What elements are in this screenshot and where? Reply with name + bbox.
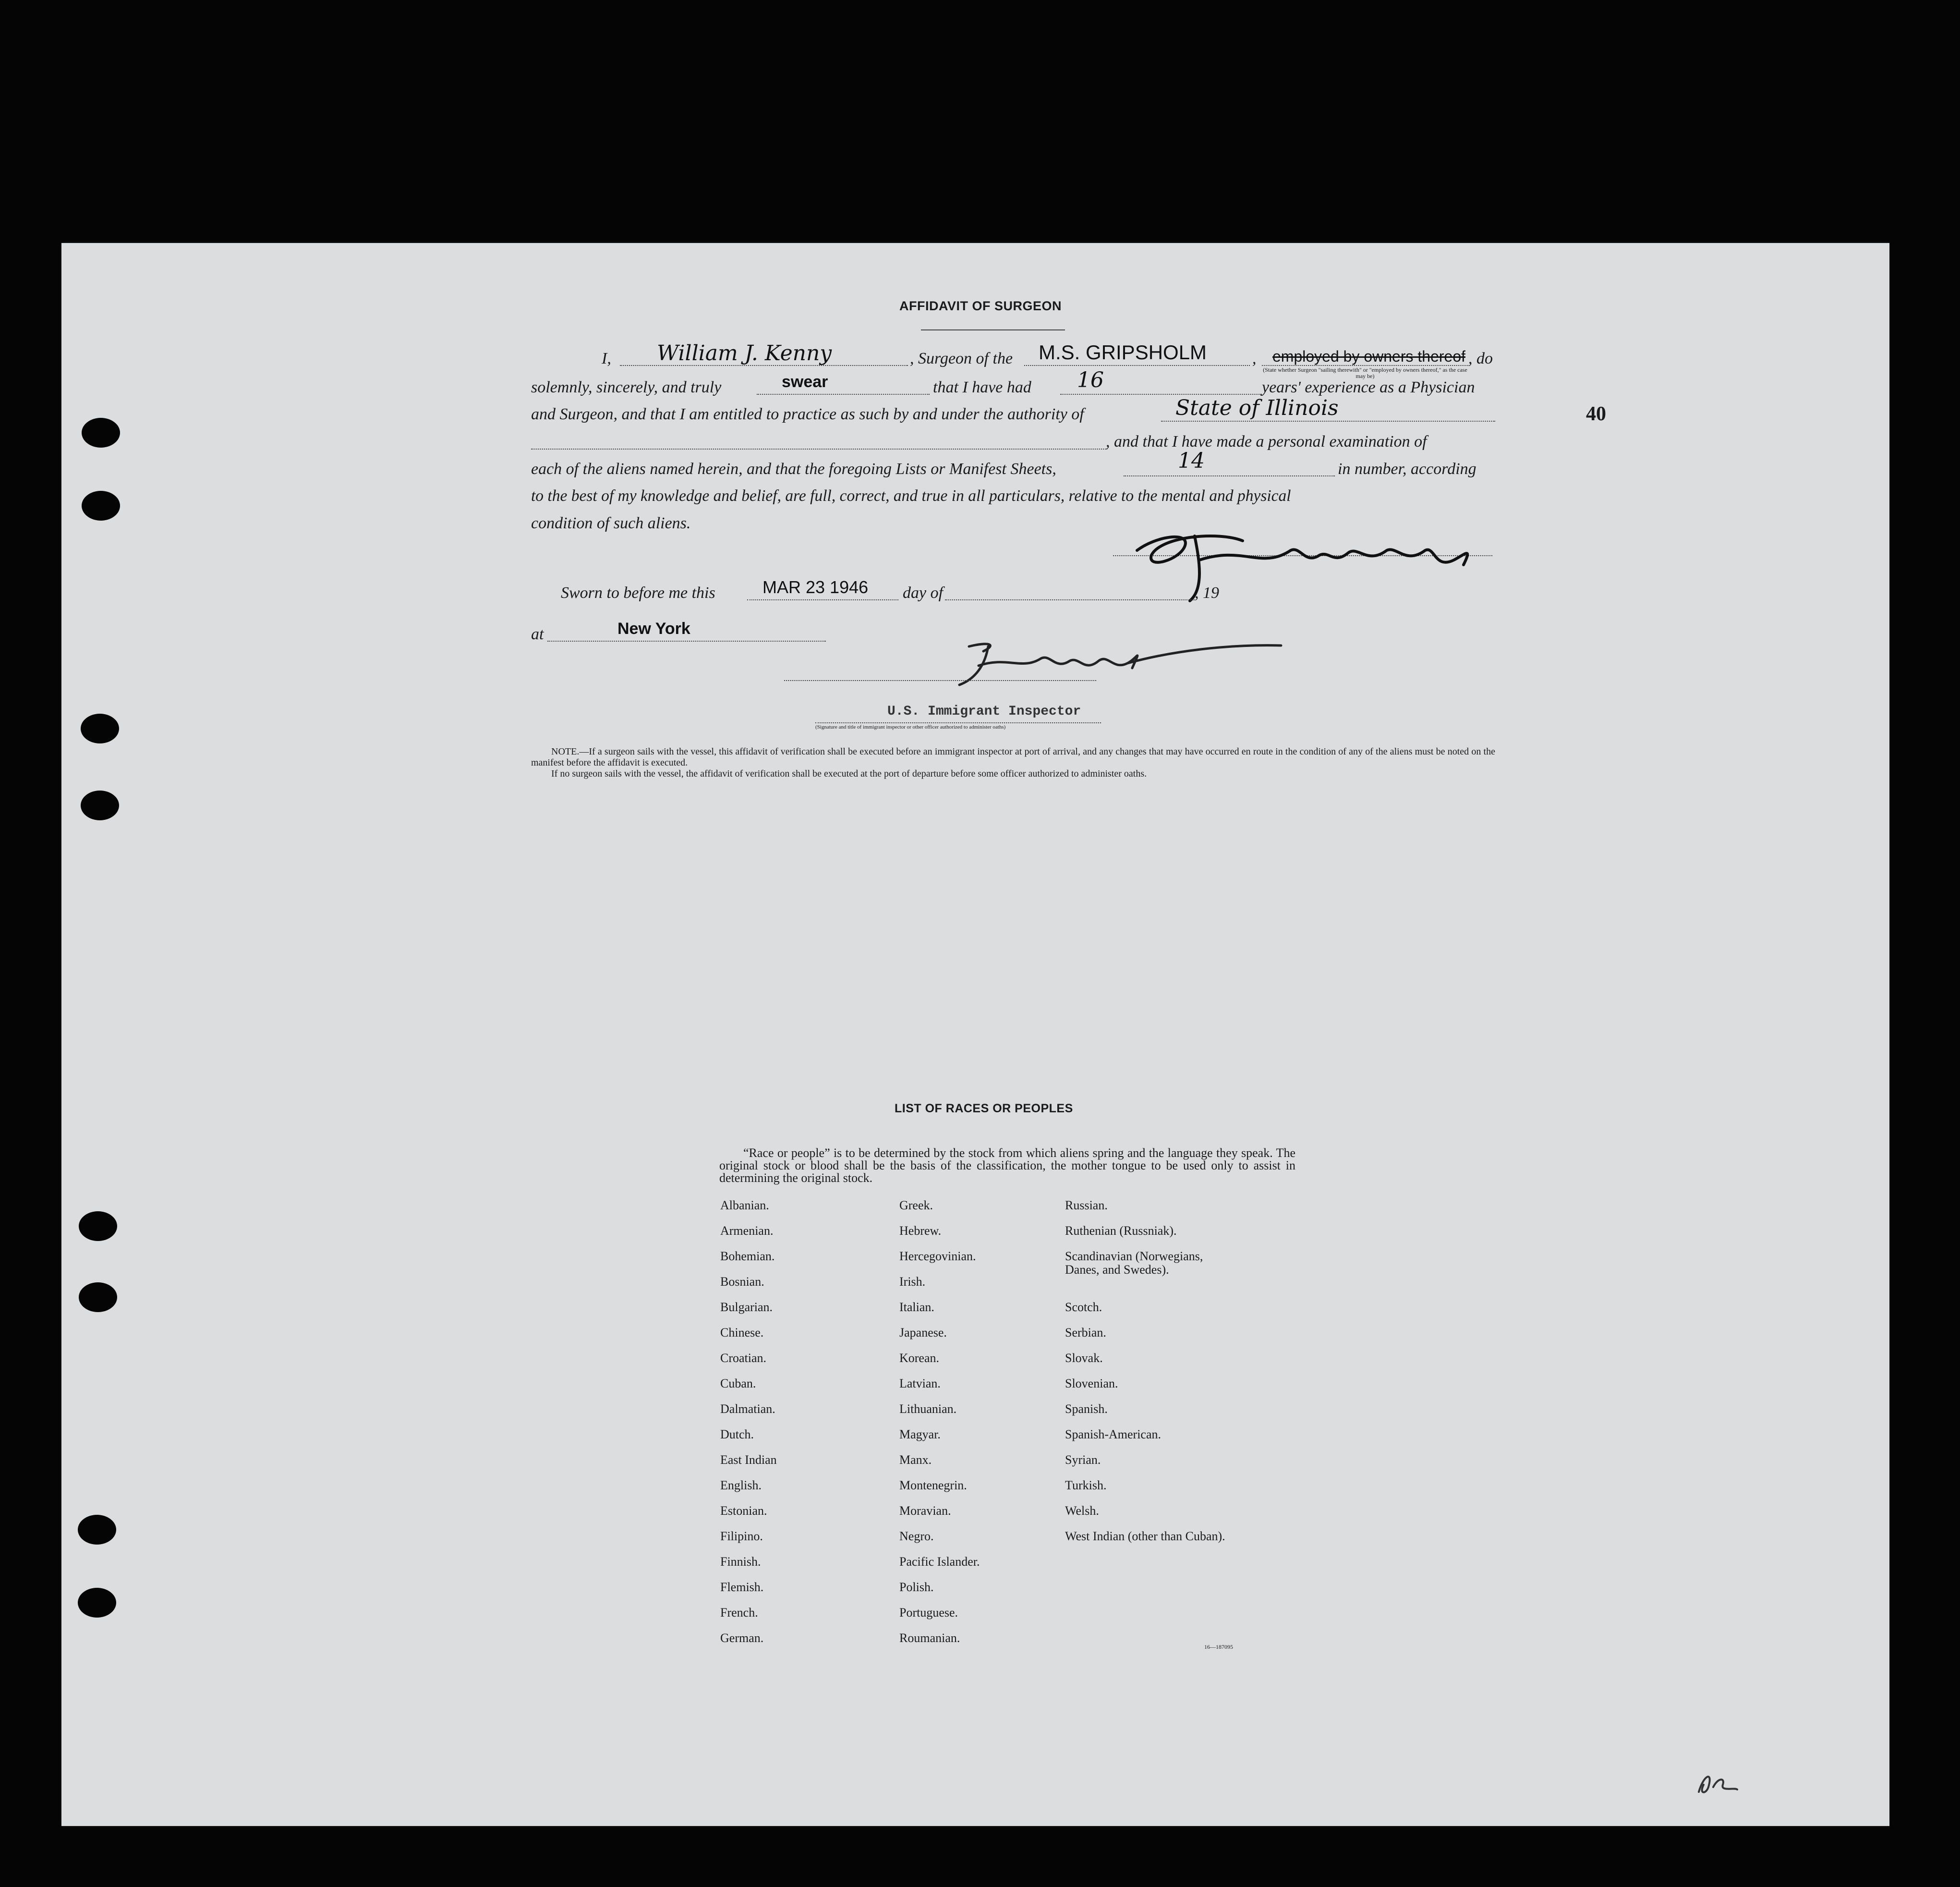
affidavit-text: ,	[1252, 350, 1257, 367]
race-entry: Scandinavian (Norwegians, Danes, and Swedes).	[1065, 1249, 1203, 1277]
race-entry: Greek.	[899, 1198, 933, 1212]
race-entry: Polish.	[899, 1580, 934, 1594]
affidavit-text: to the best of my knowledge and belief, are full, correct, and true in all particulars, relative to the mental and physical	[531, 487, 1291, 505]
race-entry: Hercegovinian.	[899, 1249, 976, 1263]
affidavit-text: condition of such aliens.	[531, 514, 691, 532]
fill-line	[1024, 365, 1250, 366]
affidavit-text: that I have had	[933, 378, 1031, 396]
page-number: 40	[1586, 403, 1606, 425]
punch-hole	[79, 1211, 117, 1241]
affidavit-text: , 19	[1195, 584, 1219, 602]
inspector-signature	[940, 632, 1286, 690]
race-entry: Slovenian.	[1065, 1376, 1118, 1390]
race-entry: Bulgarian.	[720, 1300, 773, 1314]
affidavit-text: in number, according	[1338, 460, 1476, 478]
affidavit-text: Sworn to before me this	[561, 584, 715, 602]
race-entry: Armenian.	[720, 1224, 774, 1238]
form-number: 16—187095	[1204, 1644, 1233, 1650]
fill-line	[1060, 394, 1262, 395]
document-page	[61, 243, 1889, 1826]
surgeon-signature	[1118, 517, 1492, 603]
race-entry: French.	[720, 1606, 758, 1619]
race-entry: Irish.	[899, 1275, 926, 1289]
fill-line	[945, 599, 1195, 600]
vessel-name: M.S. GRIPSHOLM	[1039, 341, 1207, 364]
sworn-date: MAR 23 1946	[762, 577, 869, 597]
race-entry: Welsh.	[1065, 1504, 1099, 1518]
race-entry: Korean.	[899, 1351, 940, 1365]
fill-line	[531, 449, 1107, 450]
race-entry: Serbian.	[1065, 1326, 1106, 1339]
affidavit-text: day of	[903, 584, 944, 602]
race-entry: Cuban.	[720, 1376, 756, 1390]
inspector-title: U.S. Immigrant Inspector	[887, 704, 1081, 719]
race-entry: Scotch.	[1065, 1300, 1102, 1314]
punch-hole	[79, 1282, 117, 1312]
race-entry: Finnish.	[720, 1555, 761, 1569]
race-entry: Roumanian.	[899, 1631, 960, 1645]
punch-hole	[82, 491, 120, 521]
place-of-oath: New York	[617, 620, 690, 638]
race-entry: Chinese.	[720, 1326, 764, 1339]
races-title: LIST OF RACES OR PEOPLES	[895, 1102, 1073, 1115]
race-entry: Dutch.	[720, 1427, 754, 1441]
affidavit-text: , Surgeon of the	[910, 350, 1013, 367]
race-entry: West Indian (other than Cuban).	[1065, 1529, 1225, 1543]
race-entry: Hebrew.	[899, 1224, 942, 1238]
race-entry: East Indian	[720, 1453, 777, 1467]
race-entry: Portuguese.	[899, 1606, 958, 1619]
fill-line	[547, 641, 826, 642]
affidavit-text: , and that I have made a personal examination of	[1106, 433, 1427, 450]
note-paragraph: If no surgeon sails with the vessel, the affidavit of verification shall be executed at the port of departure before some officer authorized to administer oaths.	[551, 768, 1147, 779]
race-entry: Croatian.	[720, 1351, 767, 1365]
race-entry: Latvian.	[899, 1376, 941, 1390]
fill-line	[1124, 475, 1335, 476]
affidavit-text: at	[531, 625, 544, 643]
race-entry: Lithuanian.	[899, 1402, 957, 1416]
race-entry: Syrian.	[1065, 1453, 1101, 1467]
inspector-caption: (Signature and title of immigrant inspector or other officer authorized to administer oaths)	[815, 724, 1006, 730]
race-entry: Spanish-American.	[1065, 1427, 1161, 1441]
punch-hole	[78, 1588, 116, 1618]
race-entry: Moravian.	[899, 1504, 951, 1518]
affidavit-text: solemnly, sincerely, and truly	[531, 378, 722, 396]
license-authority: State of Illinois	[1175, 396, 1339, 420]
affidavit-text: and Surgeon, and that I am entitled to practice as such by and under the authority of	[531, 405, 1084, 423]
inspector-title-line	[815, 722, 1101, 723]
race-entry: Turkish.	[1065, 1478, 1107, 1492]
affidavit-text: each of the aliens named herein, and that the foregoing Lists or Manifest Sheets,	[531, 460, 1056, 478]
affidavit-text: I,	[602, 350, 611, 367]
race-entry: German.	[720, 1631, 764, 1645]
race-entry: Japanese.	[899, 1326, 947, 1339]
race-entry: Ruthenian (Russniak).	[1065, 1224, 1177, 1238]
employment-status: employed by owners thereof	[1272, 348, 1465, 365]
race-entry: Dalmatian.	[720, 1402, 775, 1416]
race-entry: Albanian.	[720, 1198, 769, 1212]
oath-word: swear	[782, 373, 828, 391]
margin-initials	[1689, 1765, 1742, 1799]
race-entry: Pacific Islander.	[899, 1555, 980, 1569]
punch-hole	[81, 791, 119, 820]
race-entry: Filipino.	[720, 1529, 763, 1543]
race-entry: Manx.	[899, 1453, 932, 1467]
punch-hole	[81, 714, 119, 743]
title-rule	[921, 329, 1065, 330]
race-entry: Spanish.	[1065, 1402, 1108, 1416]
race-entry: Estonian.	[720, 1504, 767, 1518]
punch-hole	[78, 1515, 116, 1545]
race-entry: Montenegrin.	[899, 1478, 967, 1492]
inspector-signature-line	[784, 680, 1096, 681]
note-paragraph: NOTE.—If a surgeon sails with the vessel, this affidavit of verification shall be executed before an immigrant inspector at port of arrival, and any changes that may have occurred en route in the condition of any of the aliens must be noted on the manifest before the affidavit is executed.	[531, 746, 1495, 768]
fill-line	[1161, 421, 1495, 422]
affidavit-title: AFFIDAVIT OF SURGEON	[899, 299, 1062, 313]
race-entry: Magyar.	[899, 1427, 941, 1441]
race-entry: Italian.	[899, 1300, 934, 1314]
race-entry: Bosnian.	[720, 1275, 764, 1289]
years-experience: 16	[1077, 368, 1104, 392]
race-entry: Flemish.	[720, 1580, 764, 1594]
affidavit-text: , do	[1468, 350, 1493, 367]
fill-line	[1262, 365, 1468, 366]
fill-line	[747, 599, 898, 600]
race-entry: English.	[720, 1478, 762, 1492]
punch-hole	[82, 418, 120, 448]
race-entry: Negro.	[899, 1529, 934, 1543]
race-entry: Bohemian.	[720, 1249, 775, 1263]
races-intro: “Race or people” is to be determined by the stock from which aliens spring and the language they speak. The original stock or blood shall be the basis of the classification, the mother tongue to be used only to assist in determining the original stock.	[719, 1146, 1295, 1185]
employment-note: (State whether Surgeon "sailing therewith" or "employed by owners thereof," as the case may be)	[1263, 366, 1467, 379]
surgeon-name: William J. Kenny	[657, 341, 832, 365]
affidavit-text: years' experience as a Physician	[1262, 378, 1475, 396]
race-entry: Russian.	[1065, 1198, 1108, 1212]
race-entry: Slovak.	[1065, 1351, 1103, 1365]
fill-line	[757, 394, 930, 395]
manifest-sheet-count: 14	[1178, 449, 1205, 473]
